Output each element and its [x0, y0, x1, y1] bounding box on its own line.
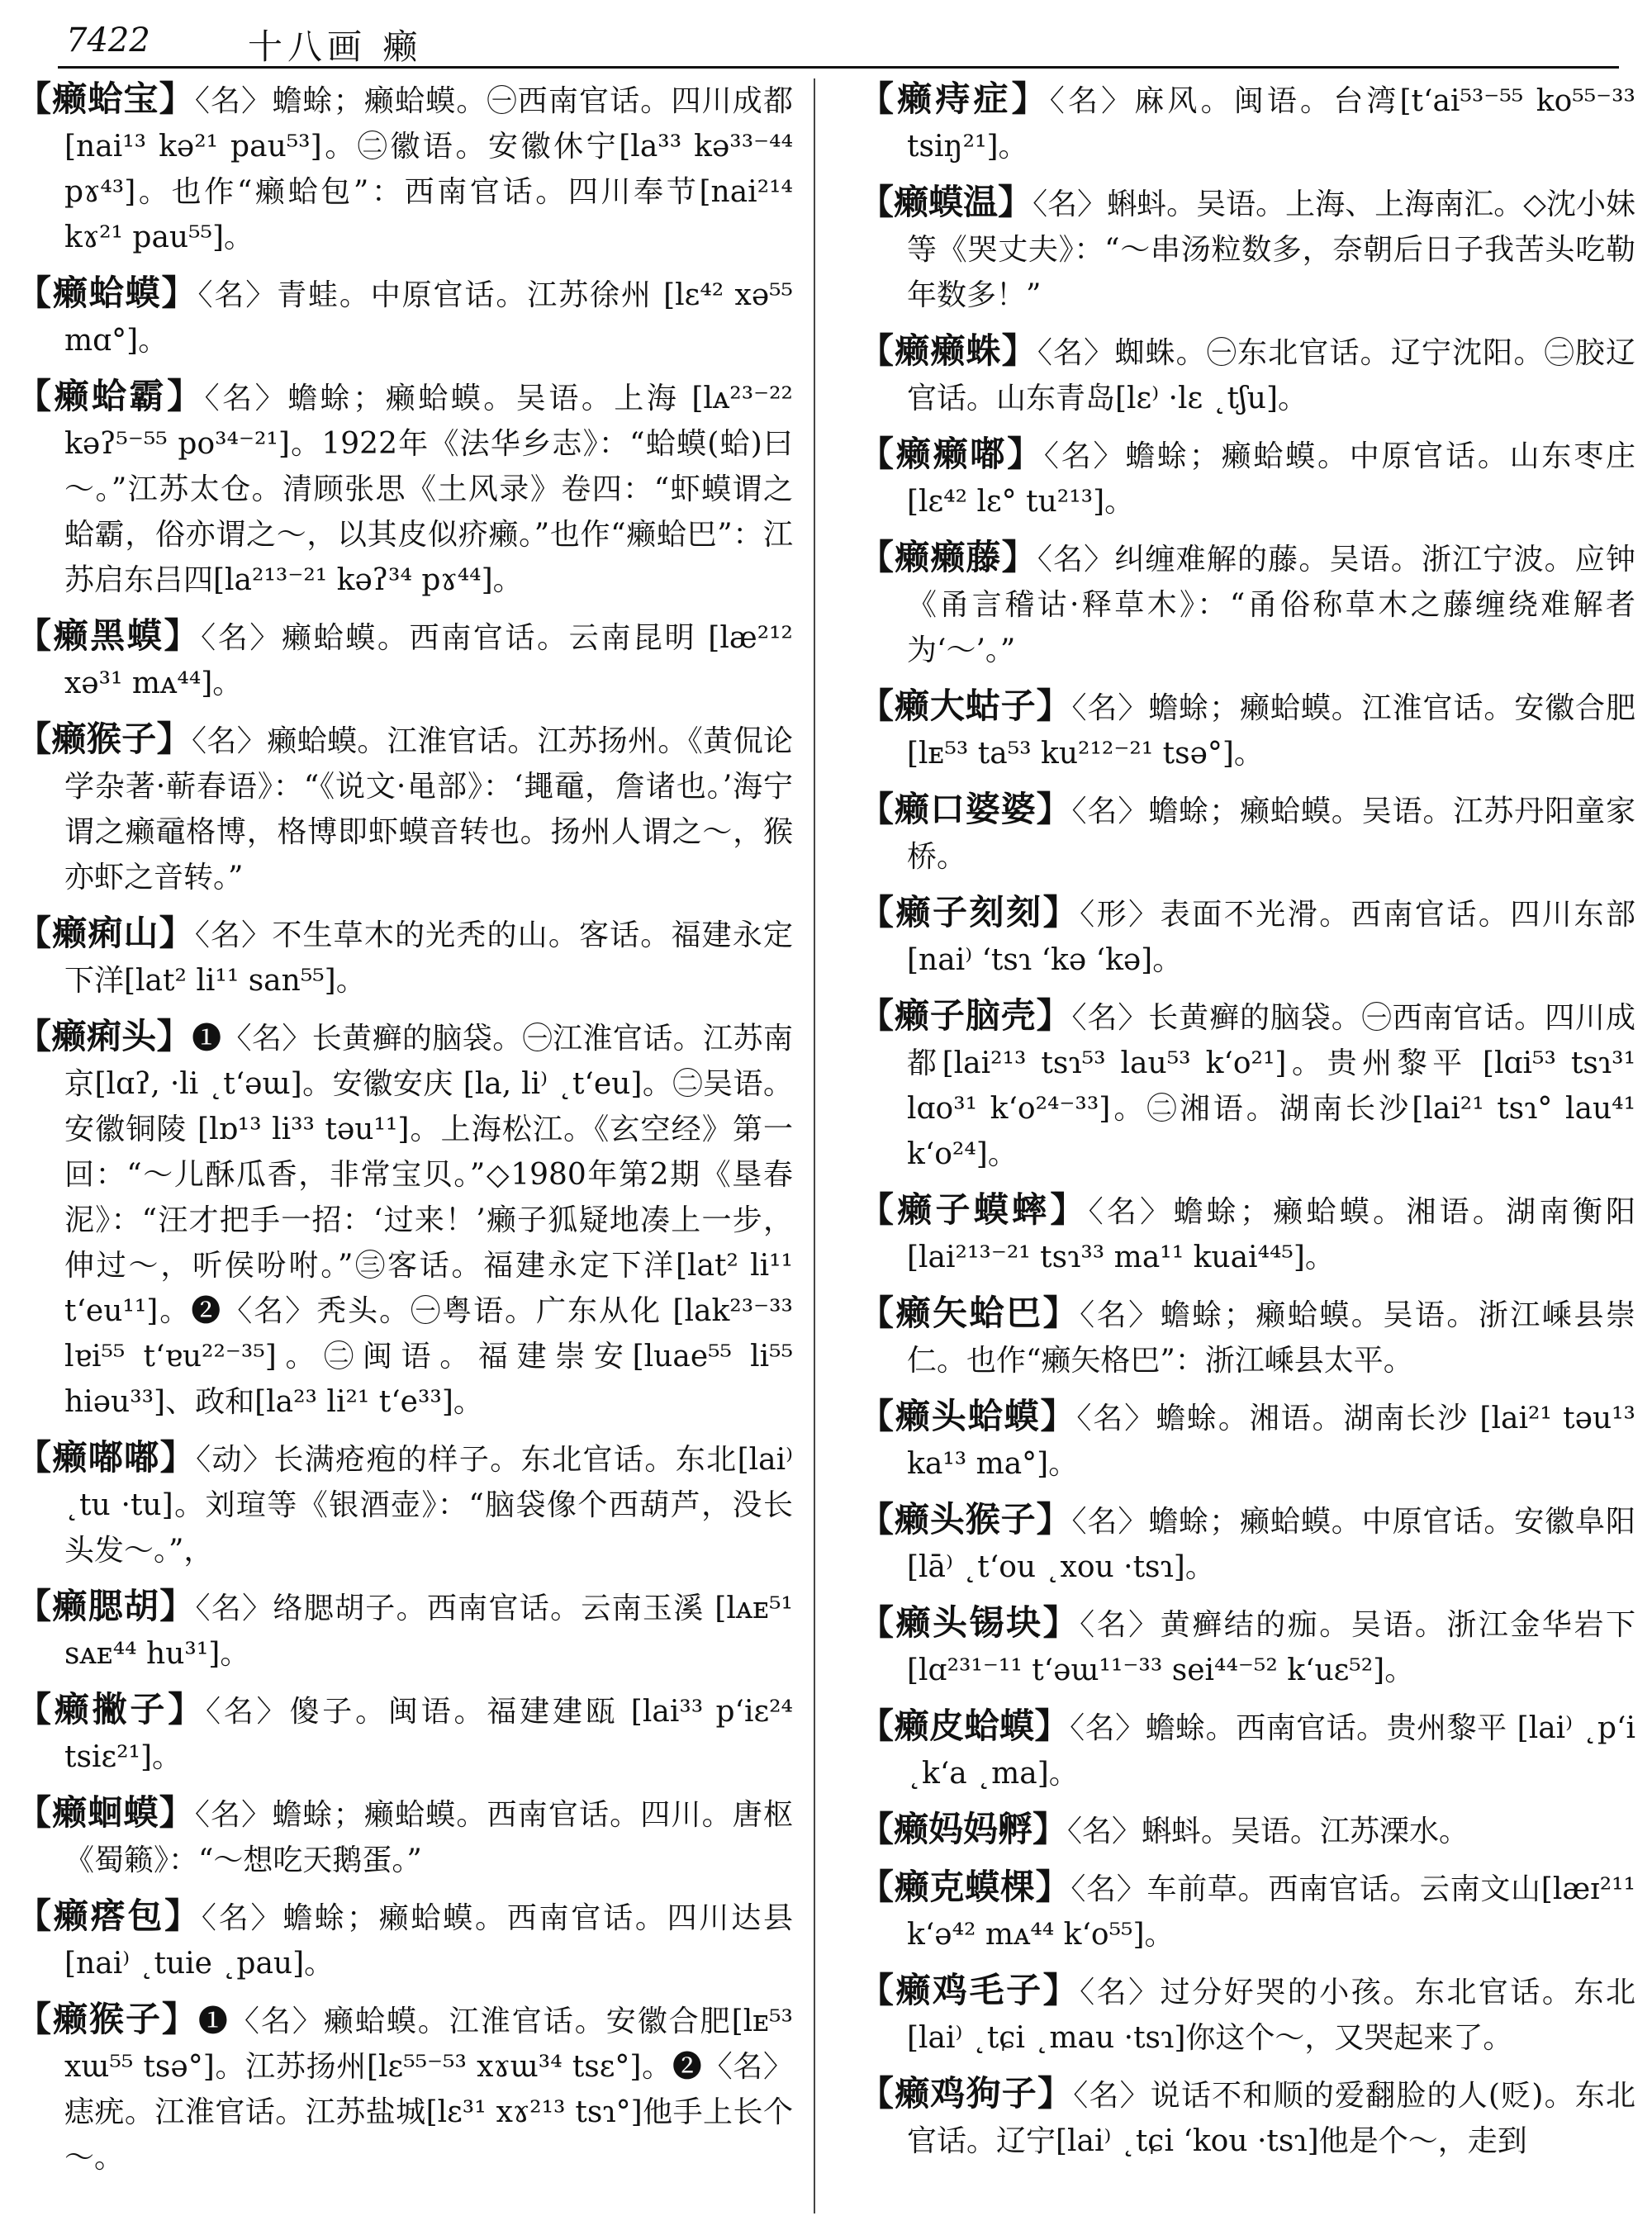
entry-headword: 【癞头蛤蟆】 [859, 1396, 1077, 1436]
entry-definition: 〈名〉说话不和顺的爱翻脸的人(贬)。东北官话。辽宁[lai⁾ ˛tɕi ‘kou ·tsɿ]他是个～，走到 [907, 2079, 1635, 2158]
entry-definition: 〈名〉蝌蚪。吴语。上海、上海南汇。◇沈小妹等《哭丈夫》：“～串汤粒数多，奈朝后日子我苦头吃勒年数多！” [907, 187, 1635, 312]
entry-definition: ❶〈名〉癞蛤蟆。江淮官话。安徽合肥[lᴇ⁵³ xɯ⁵⁵ tsə°]。江苏扬州[lɛ⁵⁵⁻⁵³ xɤɯ³⁴ tsɛ°]。❷〈名〉痣疣。江淮官话。江苏盐城[lɛ³¹ xɤ²¹³ tsɿ°]他手上长个～。 [64, 2005, 793, 2175]
entry-definition: 〈名〉蟾蜍；癞蛤蟆。吴语。浙江嵊县崇仁。也作“癞矢格巴”：浙江嵊县太平。 [907, 1298, 1635, 1378]
entry-definition: 〈名〉蝌蚪。吴语。江苏溧水。 [1067, 1815, 1469, 1848]
dictionary-entry [859, 1497, 1635, 1590]
dictionary-entry [859, 1806, 1635, 1854]
entry-definition: 〈名〉傻子。闽语。福建建瓯 [lai³³ p‘iɛ²⁴ tsiɛ²¹]。 [64, 1695, 793, 1774]
entry-headword: 【癞癞藤】 [859, 537, 1037, 577]
entry-headword: 【癞撇子】 [17, 1689, 206, 1729]
entry-definition: 〈名〉络腮胡子。西南官话。云南玉溪 [lᴀᴇ⁵¹ sᴀᴇ⁴⁴ hu³¹]。 [64, 1592, 793, 1671]
dictionary-entry [859, 1187, 1635, 1280]
dictionary-entry [859, 683, 1635, 776]
entry-headword: 【癞癞嘟】 [859, 434, 1044, 474]
entry-definition: 〈动〉长满疮疱的样子。东北官话。东北[lai⁾ ˛tu ·tu]。刘瑄等《银酒壶》：“脑袋像个西葫芦，没长头发～。”， [64, 1443, 793, 1568]
section-title: 十八画 癞 [248, 26, 423, 67]
entry-headword: 【癞痢山】 [17, 913, 195, 953]
entry-definition: ❶〈名〉长黄癣的脑袋。㊀江淮官话。江苏南京[lɑʔ, ·li ˛t‘əɯ]。安徽安庆 [la, li⁾ ˛t‘eu]。㊁吴语。安徽铜陵 [lɒ¹³ li³³ təu¹¹]。上海松江。《玄空经》第一回：“～儿酥瓜香，非常宝贝。”◇1980年第2期《垦春泥》：“汪才把手一招：‘过来！’癞子狐疑地凑上一步，伸过～，听侯吩咐。”㊂客话。福建永定下洋[lat² li¹¹ t‘eu¹¹]。❷〈名〉秃头。㊀粤语。广东从化 [lak²³⁻³³ lɐi⁵⁵ t‘ɐu²²⁻³⁵]。㊁闽语。福建崇安[luae⁵⁵ li⁵⁵ hiəu³³]、政和[la²³ li²¹ t‘e³³]。 [64, 1022, 793, 1419]
entry-headword: 【癞大蛄子】 [859, 686, 1072, 726]
entry-definition: 〈名〉青蛙。中原官话。江苏徐州 [lɛ⁴² xə⁵⁵ mɑ°]。 [64, 278, 793, 358]
entry-definition: 〈名〉麻风。闽语。台湾[t‘ai⁵³⁻⁵⁵ ko⁵⁵⁻³³ tsiŋ²¹]。 [907, 84, 1635, 164]
dictionary-entry [17, 1687, 793, 1780]
entry-definition: 〈名〉纠缠难解的藤。吴语。浙江宁波。应钟《甬言稽诂·释草木》：“甬俗称草木之藤缠绕难解者为‘～’。” [907, 543, 1635, 667]
dictionary-entry [17, 1583, 793, 1677]
entry-definition: 〈名〉蟾蜍；癞蛤蟆。㊀西南官话。四川成都[nai¹³ kə²¹ pau⁵³]。㊁徽语。安徽休宁[la³³ kə³³⁻⁴⁴ pɤ⁴³]。也作“癞蛤包”：西南官话。四川奉节[nai²¹⁴ kɤ²¹ pau⁵⁵]。 [64, 84, 793, 254]
dictionary-entry [17, 716, 793, 900]
entry-headword: 【癞子刻刻】 [859, 892, 1080, 932]
entry-headword: 【癞癞蛛】 [859, 330, 1037, 371]
dictionary-entry [859, 76, 1635, 169]
entry-definition: 〈名〉过分好哭的小孩。东北官话。东北[lai⁾ ˛tɕi ˛mau ·tsɿ]你这个～，又哭起来了。 [907, 1976, 1635, 2055]
dictionary-entry [17, 1996, 793, 2180]
entry-definition: 〈名〉蟾蜍；癞蛤蟆。西南官话。四川达县[nai⁾ ˛tuie ˛pau]。 [64, 1901, 793, 1981]
entry-headword: 【癞痔症】 [859, 78, 1050, 119]
entry-headword: 【癞蟆温】 [859, 182, 1033, 222]
entry-headword: 【癞妈妈孵】 [859, 1809, 1068, 1849]
entry-headword: 【癞子蟆蟀】 [859, 1189, 1089, 1230]
dictionary-entry [17, 1013, 793, 1425]
entry-headword: 【癞猴子】 [17, 1999, 198, 2039]
entry-headword: 【癞猴子】 [17, 719, 192, 759]
dictionary-entry [17, 1435, 793, 1573]
entry-definition: 〈名〉车前草。西南官话。云南文山[læɪ²¹¹ k‘ə⁴² mᴀ⁴⁴ k‘o⁵⁵]。 [907, 1872, 1635, 1952]
entry-definition: 〈名〉蟾蜍；癞蛤蟆。中原官话。山东枣庄[lɛ⁴² lɛ° tu²¹³]。 [907, 439, 1635, 519]
entry-definition: 〈名〉蟾蜍；癞蛤蟆。吴语。江苏丹阳童家桥。 [907, 795, 1635, 874]
dictionary-entry [859, 890, 1635, 983]
entry-definition: 〈名〉黄癣结的痂。吴语。浙江金华岩下[lɑ²³¹⁻¹¹ t‘əɯ¹¹⁻³³ sei⁴⁴⁻⁵² k‘uɛ⁵²]。 [907, 1608, 1635, 1687]
dictionary-entry [859, 1393, 1635, 1487]
entry-headword: 【癞蛤蟆】 [17, 273, 198, 313]
entry-definition: 〈名〉蟾蜍；癞蛤蟆。中原官话。安徽阜阳[lā⁾ ˛t‘ou ˛xou ·tsɿ]。 [907, 1505, 1635, 1584]
entry-headword: 【癞头锡块】 [859, 1602, 1080, 1643]
dictionary-entry [17, 910, 793, 1004]
dictionary-entry [859, 1864, 1635, 1957]
entry-headword: 【癞腮胡】 [17, 1586, 196, 1626]
entry-definition: 〈名〉癞蛤蟆。江淮官话。江苏扬州。《黄侃论学杂著·蕲春语》：“《说文·黾部》：‘䵷黿，詹诸也。’海宁谓之癞黿格博，格博即虾蟆音转也。扬州人谓之～，猴亦虾之音转。” [64, 724, 793, 894]
entry-definition: 〈名〉蟾蜍；癞蛤蟆。江淮官话。安徽合肥[lᴇ⁵³ ta⁵³ ku²¹²⁻²¹ tsə°]。 [907, 691, 1635, 771]
entry-definition: 〈名〉蟾蜍。西南官话。贵州黎平 [lai⁾ ˛p‘i ˛k‘a ˛ma]。 [907, 1711, 1635, 1791]
entry-headword: 【癞蛤霸】 [17, 376, 205, 416]
dictionary-entry [859, 328, 1635, 421]
dictionary-entry [859, 993, 1635, 1177]
dictionary-entry [17, 373, 793, 603]
entry-headword: 【癞鸡狗子】 [859, 2073, 1074, 2114]
right-column [859, 76, 1635, 2207]
entry-headword: 【癞瘩包】 [17, 1896, 202, 1936]
entry-definition: 〈名〉蟾蜍；癞蛤蟆。吴语。上海 [lᴀ²³⁻²² kəʔ⁵⁻⁵⁵ po³⁴⁻²¹]。1922年《法华乡志》：“蛤蟆(蛤)曰～。”江苏太仓。清顾张思《土风录》卷四：“虾蟆谓之蛤霸，俗亦谓之～，以其皮似疥癞。”也作“癞蛤巴”：江苏启东吕四[la²¹³⁻²¹ kəʔ³⁴ pɤ⁴⁴]。 [64, 382, 793, 597]
entry-headword: 【癞头猴子】 [859, 1499, 1072, 1540]
entry-definition: 〈名〉蜘蛛。㊀东北官话。辽宁沈阳。㊁胶辽官话。山东青岛[lɛ⁾ ·lɛ ˛tʃu]。 [907, 336, 1635, 415]
entry-headword: 【癞蛤宝】 [17, 78, 195, 119]
dictionary-entry [859, 179, 1635, 318]
dictionary-entry [17, 613, 793, 706]
entry-headword: 【癞痢头】 [17, 1016, 192, 1056]
dictionary-entry [859, 431, 1635, 524]
entry-definition: 〈名〉长黄癣的脑袋。㊀西南官话。四川成都[lai²¹³ tsɿ⁵³ lau⁵³ k‘o²¹]。贵州黎平 [lɑi⁵³ tsɿ³¹ lɑo³¹ k‘o²⁴⁻³³]。㊁湘语。湖南长沙[lai²¹ tsɿ° lau⁴¹ k‘o²⁴]。 [907, 1001, 1635, 1171]
page-number: 7422 [66, 21, 150, 59]
dictionary-entry [859, 534, 1635, 673]
entry-headword: 【癞嘟嘟】 [17, 1437, 197, 1478]
dictionary-entry [17, 270, 793, 363]
entry-definition: 〈名〉蟾蜍；癞蛤蟆。湘语。湖南衡阳[lai²¹³⁻²¹ tsɿ³³ ma¹¹ kuai⁴⁴⁵]。 [907, 1195, 1635, 1274]
entry-headword: 【癞蛔蟆】 [17, 1792, 195, 1833]
entry-definition: 〈形〉表面不光滑。西南官话。四川东部[nai⁾ ‘tsɿ ‘kə ‘kə]。 [907, 898, 1635, 977]
entry-headword: 【癞克蟆棵】 [859, 1867, 1071, 1907]
column-divider [814, 78, 815, 2213]
dictionary-entry [859, 1967, 1635, 2061]
entry-headword: 【癞口婆婆】 [859, 789, 1072, 829]
entry-definition: 〈名〉不生草木的光秃的山。客话。福建永定下洋[lat² li¹¹ san⁵⁵]。 [64, 918, 793, 998]
entry-headword: 【癞矢蛤巴】 [859, 1293, 1080, 1333]
entry-headword: 【癞黑蟆】 [17, 615, 202, 656]
entry-headword: 【癞鸡毛子】 [859, 1970, 1080, 2010]
dictionary-entry [859, 1290, 1635, 1383]
dictionary-entry [859, 786, 1635, 880]
entry-definition: 〈名〉蟾蜍。湘语。湖南长沙 [lai²¹ təu¹³ ka¹³ ma°]。 [907, 1402, 1635, 1481]
entry-headword: 【癞子脑壳】 [859, 995, 1072, 1036]
entry-definition: 〈名〉癞蛤蟆。西南官话。云南昆明 [læ²¹² xə³¹ mᴀ⁴⁴]。 [64, 621, 793, 700]
page-header [58, 18, 1619, 69]
dictionary-entry [17, 1893, 793, 1986]
dictionary-entry [859, 1600, 1635, 1693]
left-column [17, 76, 793, 2207]
dictionary-entry [859, 1703, 1635, 1796]
dictionary-entry [17, 1790, 793, 1883]
dictionary-entry [17, 76, 793, 260]
entry-definition: 〈名〉蟾蜍；癞蛤蟆。西南官话。四川。唐枢《蜀籁》：“～想吃天鹅蛋。” [64, 1798, 793, 1877]
entry-headword: 【癞皮蛤蟆】 [859, 1706, 1070, 1746]
dictionary-entry [859, 2071, 1635, 2164]
